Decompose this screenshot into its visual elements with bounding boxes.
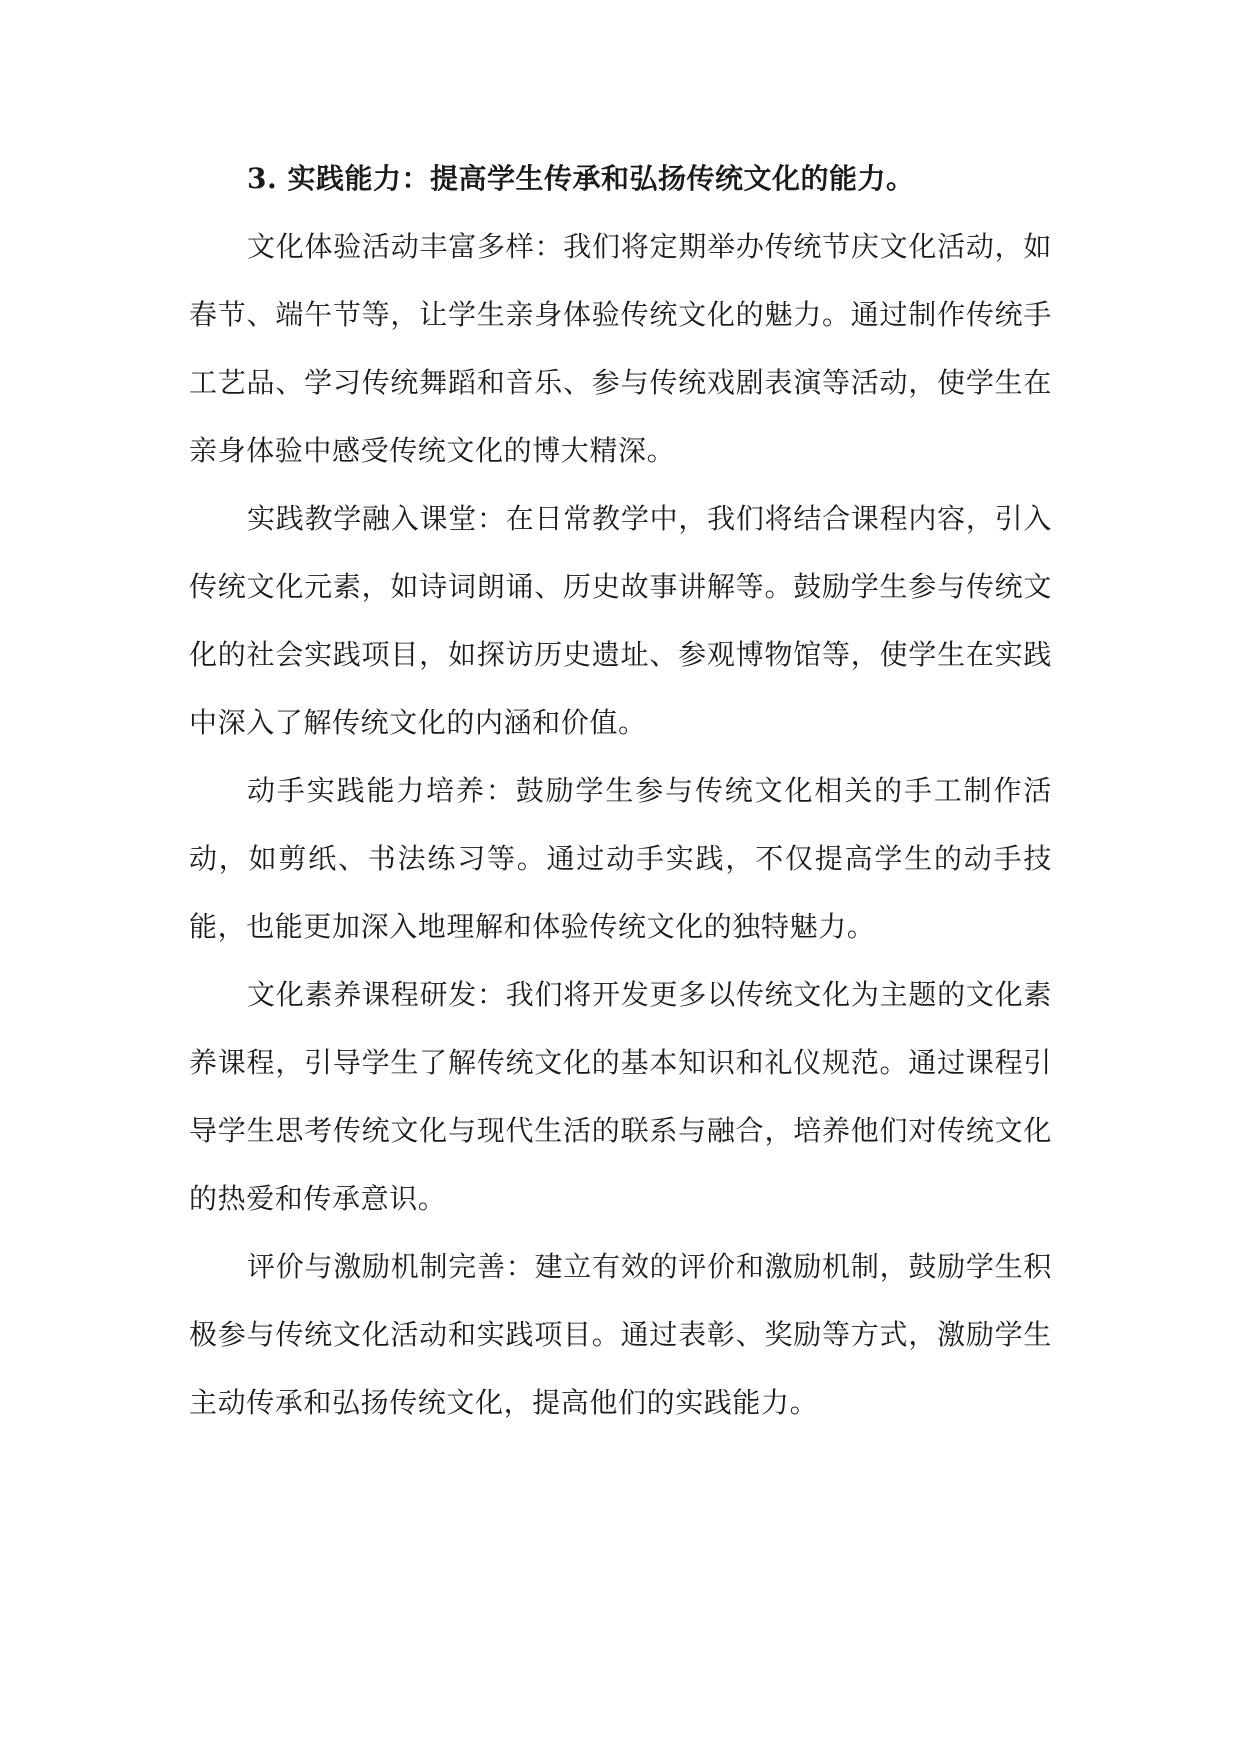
document-body	[189, 145, 1052, 1437]
paragraph-evaluation-incentive: 评价与激励机制完善：建立有效的评价和激励机制，鼓励学生积极参与传统文化活动和实践项目。通过表彰、奖励等方式，激励学生主动传承和弘扬传统文化，提高他们的实践能力。	[189, 1250, 1052, 1419]
paragraph-course-development: 文化素养课程研发：我们将开发更多以传统文化为主题的文化素养课程，引导学生了解传统文化的基本知识和礼仪规范。通过课程引导学生思考传统文化与现代生活的联系与融合，培养他们对传统文化的热爱和传承意识。	[189, 978, 1052, 1215]
paragraph-hands-on-ability: 动手实践能力培养：鼓励学生参与传统文化相关的手工制作活动，如剪纸、书法练习等。通过动手实践，不仅提高学生的动手技能，也能更加深入地理解和体验传统文化的独特魅力。	[189, 774, 1052, 943]
paragraph-cultural-experience: 文化体验活动丰富多样：我们将定期举办传统节庆文化活动，如春节、端午节等，让学生亲身体验传统文化的魅力。通过制作传统手工艺品、学习传统舞蹈和音乐、参与传统戏剧表演等活动，使学生在亲身体验中感受传统文化的博大精深。	[189, 230, 1052, 467]
section-heading: 3. 实践能力：提高学生传承和弘扬传统文化的能力。	[247, 162, 915, 195]
paragraph-practice-teaching: 实践教学融入课堂：在日常教学中，我们将结合课程内容，引入传统文化元素，如诗词朗诵、历史故事讲解等。鼓励学生参与传统文化的社会实践项目，如探访历史遗址、参观博物馆等，使学生在实践中深入了解传统文化的内涵和价值。	[189, 502, 1052, 739]
